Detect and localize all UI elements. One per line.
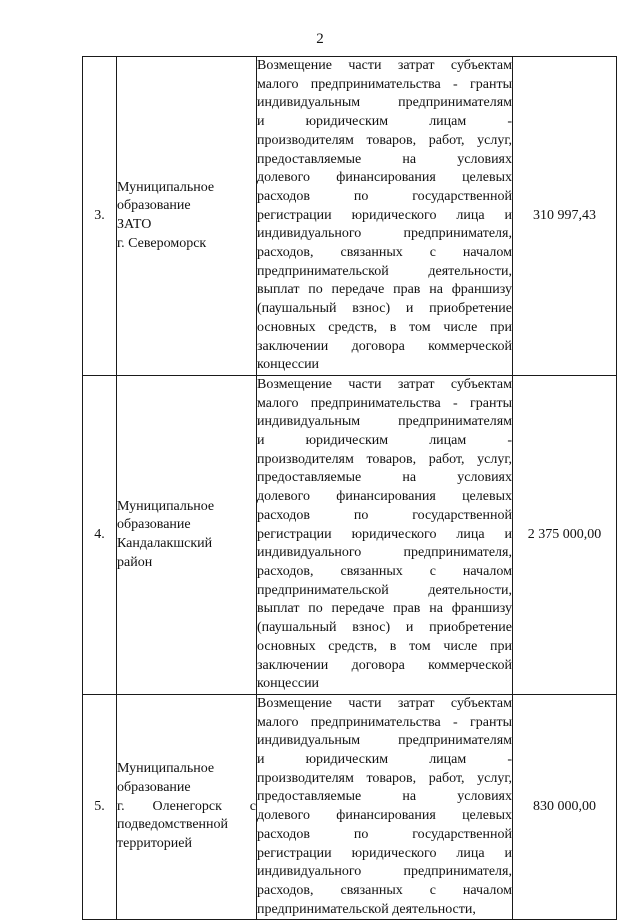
text-line: Возмещение части затрат субъектам (257, 376, 512, 392)
text-line: малого предпринимательства - гранты (257, 76, 512, 92)
table-row (83, 375, 617, 694)
text-line: концессии (257, 357, 320, 373)
text-line: заключении договора коммерческой (257, 657, 512, 673)
row-number: 5. (83, 694, 117, 919)
text-line: г. Оленегорск с (117, 798, 256, 814)
text-line: и юридическим лицам - (257, 433, 512, 449)
text-line: расходов по государственной (257, 507, 512, 523)
text-line: образование (117, 517, 191, 533)
text-line: Кандалакшский (117, 535, 213, 551)
text-line: основных средств, в том числе при (257, 319, 512, 335)
page-number: 2 (316, 31, 324, 47)
text-line: (паушальный взнос) и приобретение (257, 620, 512, 636)
text-line: малого предпринимательства - гранты (257, 395, 512, 411)
text-line: Муниципальное (117, 761, 215, 777)
table-row (83, 694, 617, 919)
text-line: долевого финансирования целевых (257, 170, 512, 186)
text-line: производителям товаров, работ, услуг, (257, 451, 512, 467)
grant-amount: 2 375 000,00 (513, 375, 617, 694)
row-number: 4. (83, 375, 117, 694)
grant-description (257, 375, 513, 694)
text-line: территорией (117, 836, 192, 852)
row-number: 3. (83, 57, 117, 376)
text-line: предпринимательской деятельности, (257, 582, 512, 598)
text-line: индивидуальным предпринимателям (257, 414, 512, 430)
grant-amount: 830 000,00 (513, 694, 617, 919)
text-line: выплат по передаче прав на франшизу (257, 282, 512, 298)
text-line: предоставляемые на условиях (257, 151, 512, 167)
text-line: индивидуального предпринимателя, (257, 864, 512, 880)
text-line: предоставляемые на условиях (257, 789, 512, 805)
text-line: Муниципальное (117, 179, 215, 195)
text-line: индивидуальным предпринимателям (257, 733, 512, 749)
text-line: расходов, связанных с началом (257, 245, 512, 261)
text-line: регистрации юридического лица и (257, 207, 512, 223)
text-line: расходов, связанных с началом (257, 563, 512, 579)
grant-description (257, 694, 513, 919)
text-line: регистрации юридического лица и (257, 526, 512, 542)
text-line: образование (117, 780, 191, 796)
grant-description (257, 57, 513, 376)
text-line: предпринимательской деятельности, (257, 263, 512, 279)
text-line: долевого финансирования целевых (257, 489, 512, 505)
text-line: ЗАТО (117, 216, 152, 232)
text-line: расходов по государственной (257, 188, 512, 204)
municipality-name (117, 57, 257, 376)
text-line: (паушальный взнос) и приобретение (257, 301, 512, 317)
text-line: Возмещение части затрат субъектам (257, 58, 512, 73)
text-line: и юридическим лицам - (257, 752, 512, 768)
text-line: предоставляемые на условиях (257, 470, 512, 486)
text-line: район (117, 554, 153, 570)
table-row (83, 57, 617, 376)
text-line: подведомственной (117, 817, 229, 833)
text-line: Возмещение части затрат субъектам (257, 695, 512, 711)
text-line: расходов, связанных с началом (257, 882, 512, 898)
text-line: расходов по государственной (257, 826, 512, 842)
municipality-name (117, 694, 257, 919)
text-line: регистрации юридического лица и (257, 845, 512, 861)
text-line: малого предпринимательства - гранты (257, 714, 512, 730)
text-line: основных средств, в том числе при (257, 638, 512, 654)
text-line: долевого финансирования целевых (257, 808, 512, 824)
text-line: индивидуальным предпринимателям (257, 95, 512, 111)
text-line: выплат по передаче прав на франшизу (257, 601, 512, 617)
text-line: индивидуального предпринимателя, (257, 545, 512, 561)
text-line: производителям товаров, работ, услуг, (257, 132, 512, 148)
text-line: производителям товаров, работ, услуг, (257, 770, 512, 786)
text-line: заключении договора коммерческой (257, 338, 512, 354)
text-line: предпринимательской деятельности, (257, 901, 476, 917)
text-line: Муниципальное (117, 498, 215, 514)
municipality-name (117, 375, 257, 694)
text-line: концессии (257, 676, 320, 692)
text-line: г. Североморск (117, 235, 207, 251)
grant-amount: 310 997,43 (513, 57, 617, 376)
grants-table (82, 56, 617, 920)
text-line: индивидуального предпринимателя, (257, 226, 512, 242)
text-line: и юридическим лицам - (257, 114, 512, 130)
text-line: образование (117, 198, 191, 214)
